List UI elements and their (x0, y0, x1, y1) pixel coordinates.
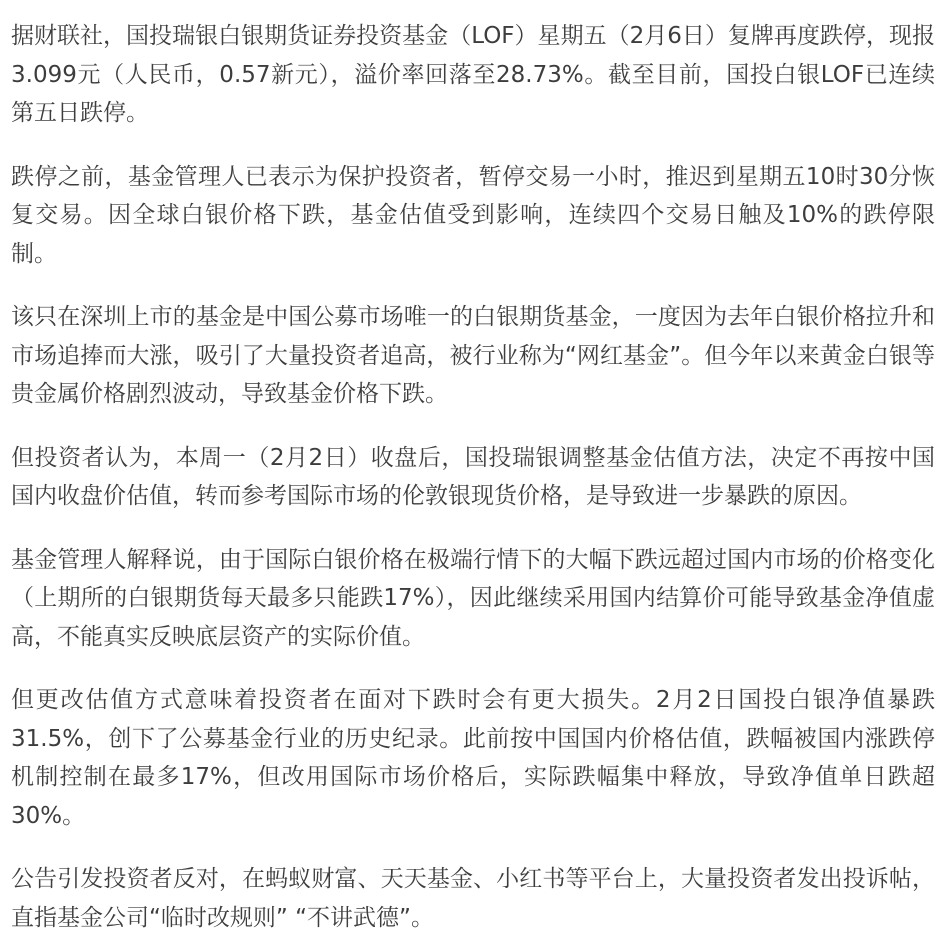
article-paragraph-1: 据财联社，国投瑞银白银期货证券投资基金（LOF）星期五（2月6日）复牌再度跌停，现报3.099元（人民币，0.57新元），溢价率回落至28.73%。截至目前，国投白银LOF已连续第五日跌停。 (11, 23, 935, 126)
article-paragraph-5: 基金管理人解释说，由于国际白银价格在极端行情下的大幅下跌远超过国内市场的价格变化（上期所的白银期货每天最多只能跌17%），因此继续采用国内结算价可能导致基金净值虚高，不能真实反映底层资产的实际价值。 (11, 546, 935, 650)
article-paragraph-6: 但更改估值方式意味着投资者在面对下跌时会有更大损失。2月2日国投白银净值暴跌31.5%，创下了公募基金行业的历史纪录。此前按中国国内价格估值，跌幅被国内涨跌停机制控制在最多17%，但改用国际市场价格后，实际跌幅集中释放，导致净值单日跌超30%。 (11, 687, 935, 829)
article-paragraph-2: 跌停之前，基金管理人已表示为保护投资者，暂停交易一小时，推迟到星期五10时30分恢复交易。因全球白银价格下跌，基金估值受到影响，连续四个交易日触及10%的跌停限制。 (11, 163, 935, 267)
article-paragraph-3: 该只在深圳上市的基金是中国公募市场唯一的白银期货基金，一度因为去年白银价格拉升和市场追捧而大涨，吸引了大量投资者追高，被行业称为“网红基金”。但今年以来黄金白银等贵金属价格剧烈波动，导致基金价格下跌。 (11, 304, 935, 407)
article-paragraph-4: 但投资者认为，本周一（2月2日）收盘后，国投瑞银调整基金估值方法，决定不再按中国国内收盘价估值，转而参考国际市场的伦敦银现货价格，是导致进一步暴跌的原因。 (11, 444, 935, 509)
article-paragraph-7: 公告引发投资者反对，在蚂蚁财富、天天基金、小红书等平台上，大量投资者发出投诉帖，直指基金公司“临时改规则” “不讲武德”。 (11, 866, 935, 931)
